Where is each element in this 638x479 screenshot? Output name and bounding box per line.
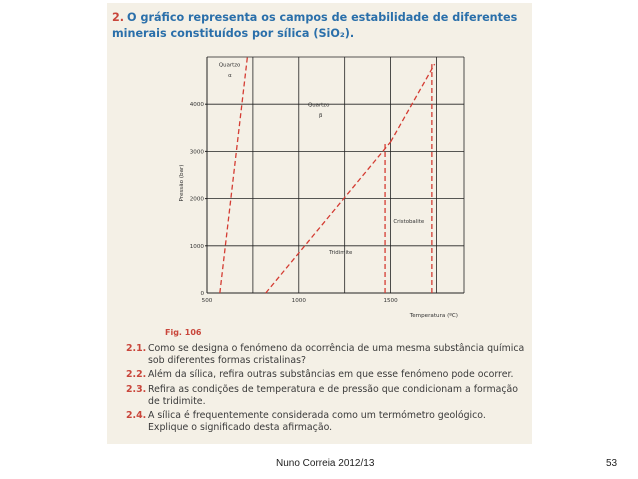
question-number: 2. [112, 11, 125, 24]
sub-question-text: A sílica é frequentemente considerada como um termómetro geológico. Explique o significado desta afirmação. [148, 410, 486, 434]
sub-question-text: Refira as condições de temperatura e de pressão que condicionam a formação de tridimite. [148, 383, 518, 407]
sub-questions [126, 343, 526, 436]
x-tick-label: 1000 [291, 298, 306, 304]
y-tick-label: 1000 [189, 243, 204, 250]
sub-question-text: Como se designa o fenómeno da ocorrência de uma mesma substância química sob diferentes formas cristalinas? [148, 343, 525, 367]
y-tick-label: 3000 [189, 149, 204, 156]
sub-question-number: 2.2. [126, 369, 147, 381]
sub-question [126, 343, 526, 367]
sub-question [126, 369, 526, 381]
y-tick-label: 4000 [189, 102, 204, 109]
y-axis-title: Pressão (bar) [179, 164, 185, 202]
sub-question [126, 410, 526, 434]
question-text: O gráfico representa os campos de estabilidade de diferentes minerais constituídos por sílica (SiO₂). [112, 11, 518, 40]
chart-series [220, 57, 435, 293]
page-number: 53 [606, 458, 618, 469]
phase-field-label: Tridimite [329, 249, 353, 256]
phase-field-label: Quartzo [307, 102, 330, 109]
y-tick-label: 2000 [189, 196, 204, 203]
phase-field-label: Cristobalite [393, 219, 425, 226]
phase-field-label: β [318, 112, 323, 119]
chart-grid [207, 57, 464, 293]
sub-question-number: 2.3. [126, 383, 147, 395]
phase-field-label: α [228, 72, 232, 79]
phase-boundary-line [266, 142, 391, 293]
phase-boundary-line [391, 64, 435, 142]
sub-question-number: 2.4. [126, 410, 147, 422]
sub-question-text: Além da sílica, refira outras substâncias em que esse fenómeno pode ocorrer. [148, 369, 514, 381]
x-tick-label: 500 [201, 298, 213, 304]
figure-label: Fig. 106 [165, 328, 202, 337]
footer-author: Nuno Correia 2012/13 [276, 458, 375, 469]
sub-question-number: 2.1. [126, 343, 147, 354]
phase-field-label: Quartzo [218, 62, 241, 69]
y-tick-label: 0 [200, 291, 204, 297]
x-tick-label: 1500 [383, 298, 398, 304]
phase-boundary-line [220, 57, 248, 293]
sub-question [126, 384, 526, 408]
x-axis-title: Temperatura (ºC) [409, 313, 458, 319]
